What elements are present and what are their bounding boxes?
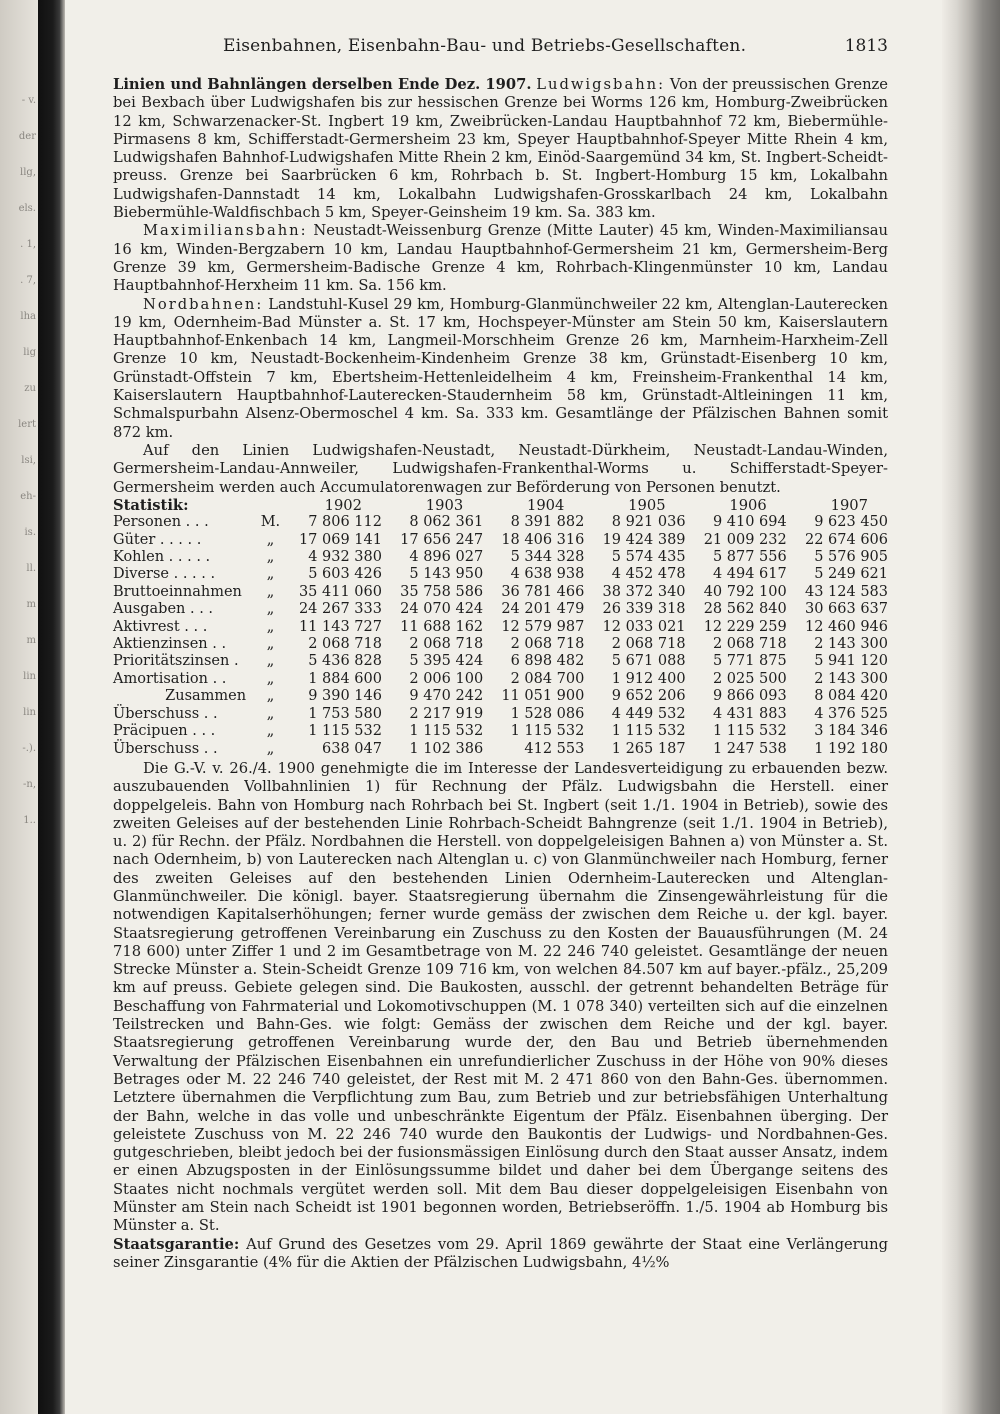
cell-value: 26 339 318 — [602, 601, 686, 618]
cell-value: 9 410 694 — [712, 514, 787, 531]
maximiliansbahn-text: Neustadt-Weissenburg Grenze (Mitte Lauter) 45 km, Winden-Maximiliansau 16 km, Winden-Bergzabern 10 km, Landau Hauptbahnhof-Germersheim 21 km, Germersheim-Berg Grenze 39 km, Germersheim-Badische Grenze 4 km, Rohrbach-Klingenmünster 10 km, Landau Hauptbahnhof-Herxheim 11 km. Sa. 156 km. — [113, 222, 888, 295]
margin-bleed-fragment: llg, — [20, 167, 36, 178]
document-page — [113, 36, 888, 1272]
cell-value: 22 674 606 — [804, 531, 888, 548]
cell-value: 4 452 478 — [611, 566, 686, 583]
cell-value: 5 395 424 — [409, 653, 484, 670]
cell-value: 5 603 426 — [308, 566, 382, 583]
currency-symbol: „ — [266, 618, 275, 635]
cell-value: 7 806 112 — [308, 514, 382, 531]
row-label: Überschuss . . — [113, 740, 218, 757]
currency-symbol: „ — [266, 636, 275, 653]
cell-value: 2 068 718 — [712, 636, 787, 653]
margin-bleed-fragment: eh- — [20, 491, 36, 502]
intro-maximiliansbahn — [113, 222, 888, 295]
cell-value: 5 877 556 — [712, 549, 787, 566]
cell-value: 8 391 882 — [510, 514, 585, 531]
margin-bleed-fragment: lig — [23, 347, 36, 358]
cell-value: 1 247 538 — [712, 740, 787, 757]
row-label: Zusammen — [165, 688, 247, 705]
margin-bleed-fragment: ll. — [26, 563, 36, 574]
cell-value: 9 470 242 — [409, 688, 484, 705]
cell-value: 2 143 300 — [814, 636, 888, 653]
cell-value: 24 267 333 — [298, 601, 382, 618]
cell-value: 1 753 580 — [308, 705, 382, 722]
cell-value: 412 553 — [524, 740, 585, 757]
cell-value: 8 062 361 — [409, 514, 484, 531]
statistics-row — [113, 566, 888, 583]
cell-value: 4 932 380 — [308, 549, 382, 566]
statistics-row — [113, 601, 888, 618]
nordbahnen-text: Landstuhl-Kusel 29 km, Homburg-Glanmünchweiler 22 km, Altenglan-Lauterecken 19 km, Odernheim-Bad Münster a. St. 17 km, Hochspeyer-Münster am Stein 50 km, Kaiserslautern Hauptbahnhof-Enkenbach 14 km, Langmeil-Morschheim Grenze 26 km, Marnheim-Harxheim-Zell Grenze 10 km, Neustadt-Bockenheim-Kindenheim Grenze 38 km, Grünstadt-Eisenberg 10 km, Grünstadt-Offstein 7 km, Ebertsheim-Hettenleidelheim 4 km, Freinsheim-Frankenthal 14 km, Kaiserslautern Hauptbahnhof-Lauterecken-Staudernheim 58 km, Grünstadt-Altleiningen 11 km, Schmalspurbahn Alsenz-Obermoschel 4 km. Sa. 333 km. Gesamtlänge der Pfälzischen Bahnen somit 872 km. — [113, 295, 888, 441]
cell-value: 1 115 532 — [409, 723, 484, 740]
cell-value: 19 424 389 — [602, 531, 686, 548]
cell-value: 5 671 088 — [611, 653, 686, 670]
cell-value: 2 143 300 — [814, 670, 888, 687]
intro-nordbahnen — [113, 296, 888, 442]
margin-bleed-fragment: lsi, — [21, 455, 36, 466]
running-head — [113, 36, 888, 62]
cell-value: 9 390 146 — [308, 688, 382, 705]
cell-value: 2 025 500 — [712, 670, 787, 687]
margin-bleed-fragment: . 7, — [20, 275, 36, 286]
margin-bleed-fragment: lin — [23, 707, 36, 718]
staatsgarantie-text: Auf Grund des Gesetzes vom 29. April 1869 gewährte der Staat eine Verlängerung seiner Zinsgarantie (4% für die Aktien der Pfälzischen Ludwigsbahn, 4½% — [113, 1235, 889, 1271]
header-spacer — [260, 497, 281, 514]
cell-value: 1 265 187 — [611, 740, 686, 757]
margin-bleed-fragment: zu — [24, 383, 36, 394]
cell-value: 5 143 950 — [409, 566, 484, 583]
cell-value: 43 124 583 — [804, 583, 888, 600]
cell-value: 5 941 120 — [814, 653, 888, 670]
row-label: Amortisation . . — [113, 670, 227, 687]
statistics-row — [113, 584, 888, 601]
cell-value: 12 460 946 — [804, 618, 888, 635]
statistics-row — [113, 671, 888, 688]
row-label: Kohlen . . . . . — [113, 549, 211, 566]
cell-value: 5 574 435 — [611, 549, 686, 566]
row-label: Präcipuen . . . — [113, 723, 216, 740]
currency-symbol: „ — [266, 583, 275, 600]
cell-value: 2 068 718 — [510, 636, 585, 653]
margin-bleed-fragment: 1.. — [23, 815, 36, 826]
cell-value: 8 084 420 — [814, 688, 888, 705]
row-label: Bruttoeinnahmen — [113, 583, 242, 600]
cell-value: 2 084 700 — [510, 670, 585, 687]
scan-right-edge — [942, 0, 1000, 1414]
year-header: 1903 — [425, 496, 464, 514]
margin-bleed-fragment: lha — [20, 311, 36, 322]
statistics-row — [113, 549, 888, 566]
cell-value: 18 406 316 — [501, 531, 585, 548]
margin-bleed-fragment: lert — [18, 419, 36, 430]
cell-value: 1 884 600 — [308, 670, 382, 687]
cell-value: 9 623 450 — [814, 514, 888, 531]
row-label: Ausgaben . . . — [113, 601, 214, 618]
cell-value: 2 068 718 — [611, 636, 686, 653]
body-staatsgarantie-paragraph — [113, 1236, 888, 1273]
cell-value: 4 431 883 — [712, 705, 787, 722]
cell-value: 5 771 875 — [712, 653, 787, 670]
cell-value: 11 051 900 — [501, 688, 585, 705]
row-label: Aktivrest . . . — [113, 618, 208, 635]
cell-value: 17 069 141 — [298, 531, 382, 548]
cell-value: 36 781 466 — [501, 583, 585, 600]
statistics-row — [113, 723, 888, 740]
statistics-header-row — [113, 497, 888, 514]
cell-value: 1 528 086 — [510, 705, 585, 722]
scan-binding-shadow — [38, 0, 65, 1414]
currency-symbol: „ — [266, 549, 275, 566]
ludwigsbahn-text: Von der preussischen Grenze bei Bexbach über Ludwigshafen bis zur hessischen Grenze bei Worms 126 km, Homburg-Zweibrücken 12 km, Schwarzenacker-St. Ingbert 19 km, Zweibrücken-Landau Hauptbahnhof 72 km, Biebermühle-Pirmasens 8 km, Schifferstadt-Germersheim 23 km, Speyer Hauptbahnhof-Speyer Mitte Rhein 4 km, Ludwigshafen Bahnhof-Ludwigshafen Mitte Rhein 2 km, Einöd-Saargemünd 34 km, St. Ingbert-Scheidt-preuss. Grenze bei Saarbrücken 6 km, Rohrbach b. St. Ingbert-Homburg 15 km, Lokalbahn Ludwigshafen-Dannstadt 14 km, Lokalbahn Ludwigshafen-Grosskarlbach 24 km, Lokalbahn Biebermühle-Waldfischbach 5 km, Speyer-Geinsheim 19 km. Sa. 383 km. — [113, 76, 888, 222]
cell-value: 35 411 060 — [298, 583, 382, 600]
cell-value: 24 070 424 — [400, 601, 484, 618]
row-label: Diverse . . . . . — [113, 566, 216, 583]
row-label: Aktienzinsen . . — [113, 636, 227, 653]
margin-bleed-fragment: -.). — [22, 743, 36, 754]
currency-symbol: „ — [266, 566, 275, 583]
cell-value: 1 115 532 — [611, 723, 686, 740]
cell-value: 9 652 206 — [611, 688, 686, 705]
nordbahnen-label: Nordbahnen: — [143, 295, 264, 313]
cell-value: 1 115 532 — [308, 723, 382, 740]
cell-value: 12 229 259 — [703, 618, 787, 635]
margin-bleed-fragment: els. — [18, 203, 36, 214]
cell-value: 4 376 525 — [814, 705, 888, 722]
cell-value: 2 068 718 — [409, 636, 484, 653]
year-header: 1906 — [729, 496, 767, 514]
statistics-row — [113, 741, 888, 758]
cell-value: 38 372 340 — [602, 583, 686, 600]
currency-symbol: „ — [266, 705, 275, 722]
cell-value: 4 638 938 — [510, 566, 585, 583]
currency-symbol: „ — [266, 653, 275, 670]
cell-value: 5 249 621 — [814, 566, 888, 583]
currency-symbol: „ — [266, 723, 275, 740]
staatsgarantie-label: Staatsgarantie: — [113, 1235, 240, 1253]
currency-symbol: „ — [266, 688, 275, 705]
body-gv-paragraph: Die G.-V. v. 26./4. 1900 genehmigte die im Interesse der Landesverteidigung zu erbauenden bezw. auszubauenden Vollbahnlinien 1) für Rechnung der Pfälz. Ludwigsbahn die Herstell. einer doppelgeleis. Bahn von Homburg nach Rohrbach bei St. Ingbert (seit 1./1. 1904 in Betrieb), sowie des zweiten Geleises auf der bestehenden Linie Rohrbach-Scheidt Bahngrenze (seit 1./1. 1904 in Betrieb), u. 2) für Rechn. der Pfälz. Nordbahnen die Herstell. von doppelgeleisigen Bahnen a) von Münster a. St. nach Odernheim, b) von Lauterecken nach Altenglan u. c) von Glanmünchweiler nach Homburg, ferner des zweiten Geleises auf den bestehenden Linien Odernheim-Lauterecken und Altenglan-Glanmünchweiler. Die königl. bayer. Staatsregierung übernahm die Zinsengewährleistung für die notwendigen Kapitalserhöhungen; ferner wurde gemäss der zwischen dem Reiche u. der kgl. bayer. Staatsregierung getroffenen Vereinbarung ein Zuschuss zu den Kosten der Bauausführungen (M. 24 718 600) unter Ziffer 1 und 2 im Gesamtbetrage von M. 22 246 740 geleistet. Gesamtlänge der neuen Strecke Münster a. Stein-Scheidt Grenze 109 716 km, von welchen 84.507 km auf bayer.-pfälz., 25,209 km auf preuss. Gebiete gelegen sind. Die Baukosten, ausschl. der getrennt behandelten Beträge für Beschaffung von Fahrmaterial und Lokomotivschuppen (M. 1 078 340) verteilten sich auf die einzelnen Teilstrecken und Bahn-Ges. wie folgt: Gemäss der zwischen dem Reiche und der kgl. bayer. Staatsregierung getroffenen Vereinbarung wurde der, den Bau und Betrieb übernehmenden Verwaltung der Pfälzischen Eisenbahnen ein unrefundierlicher Zuschuss in der Höhe von 90% dieses Betrages oder M. 22 246 740 geleistet, der Rest mit M. 2 471 860 von den Bahn-Ges. übernommen. Letztere übernahmen die Verpflichtung zum Bau, zum Betrieb und zur betriebsfähigen Unterhaltung der Bahn, welche in das volle und unbeschränkte Eigentum der Pfälz. Eisenbahnen überging. Der geleistete Zuschuss von M. 22 246 740 wurde den Baukontis der Ludwigs- und Nordbahnen-Ges. gutgeschrieben, bleibt jedoch bei der fusionsmässigen Einlösung durch den Staat ausser Ansatz, indem er einen Abzugsposten in der Einlösungssumme bildet und daher bei dem Übergange seitens des Staates nicht nochmals vergütet werden soll. Mit dem Bau dieser doppelgeleisigen Eisenbahn von Münster am Stein nach Scheidt ist 1901 begonnen worden, Betriebseröffn. 1./5. 1904 ab Homburg bis Münster a. St. — [113, 759, 888, 1235]
margin-bleed-fragment: - v. — [21, 95, 36, 106]
page-number: 1813 — [844, 36, 888, 56]
statistics-row — [113, 619, 888, 636]
cell-value: 30 663 637 — [804, 601, 888, 618]
row-label: Überschuss . . — [113, 705, 218, 722]
statistics-row — [113, 688, 888, 705]
currency-symbol: „ — [266, 740, 275, 757]
margin-bleed-fragment: -n, — [23, 779, 36, 790]
cell-value: 5 344 328 — [510, 549, 585, 566]
cell-value: 1 115 532 — [712, 723, 787, 740]
cell-value: 2 006 100 — [409, 670, 484, 687]
cell-value: 5 436 828 — [308, 653, 382, 670]
intro-accumulatorenwagen: Auf den Linien Ludwigshafen-Neustadt, Neustadt-Dürkheim, Neustadt-Landau-Winden, Germersheim-Landau-Annweiler, Ludwigshafen-Frankenthal-Worms u. Schifferstadt-Speyer-Germersheim werden auch Accumulatorenwagen zur Beförderung von Personen benutzt. — [113, 441, 888, 496]
cell-value: 9 866 093 — [712, 688, 787, 705]
year-header: 1907 — [830, 496, 868, 514]
statistics-row — [113, 636, 888, 653]
row-label: Personen . . . — [113, 514, 209, 531]
margin-bleed-fragment: . 1, — [20, 239, 36, 250]
cell-value: 21 009 232 — [703, 531, 787, 548]
currency-symbol: „ — [266, 670, 275, 687]
statistics-row — [113, 532, 888, 549]
statistics-label: Statistik: — [113, 496, 189, 514]
cell-value: 5 576 905 — [814, 549, 888, 566]
statistics-table — [113, 497, 888, 758]
row-label: Güter . . . . . — [113, 531, 202, 548]
cell-value: 12 579 987 — [501, 618, 585, 635]
intro-ludwigsbahn — [113, 76, 888, 222]
margin-bleed-fragment: der — [18, 131, 36, 142]
cell-value: 17 656 247 — [400, 531, 484, 548]
cell-value: 4 449 532 — [611, 705, 686, 722]
currency-symbol: M. — [260, 514, 281, 531]
cell-value: 2 217 919 — [409, 705, 484, 722]
cell-value: 2 068 718 — [308, 636, 382, 653]
cell-value: 1 102 386 — [409, 740, 484, 757]
cell-value: 11 688 162 — [400, 618, 484, 635]
currency-symbol: „ — [266, 601, 275, 618]
ludwigsbahn-label: Ludwigsbahn: — [536, 76, 666, 93]
year-header: 1904 — [526, 496, 565, 514]
cell-value: 11 143 727 — [298, 618, 382, 635]
cell-value: 1 192 180 — [814, 740, 888, 757]
cell-value: 4 896 027 — [409, 549, 484, 566]
cell-value: 28 562 840 — [703, 601, 787, 618]
cell-value: 35 758 586 — [400, 583, 484, 600]
cell-value: 1 115 532 — [510, 723, 585, 740]
maximiliansbahn-label: Maximiliansbahn: — [143, 222, 308, 240]
section-heading-linien: Linien und Bahnlängen derselben Ende Dez. 1907. — [113, 76, 532, 93]
cell-value: 1 912 400 — [611, 670, 686, 687]
running-head-title: Eisenbahnen, Eisenbahn-Bau- und Betriebs-Gesellschaften. — [223, 36, 747, 56]
cell-value: 6 898 482 — [510, 653, 585, 670]
statistics-row — [113, 706, 888, 723]
cell-value: 8 921 036 — [611, 514, 686, 531]
margin-bleed-fragment: m — [26, 635, 36, 646]
row-label: Prioritätszinsen . — [113, 653, 239, 670]
cell-value: 12 033 021 — [602, 618, 686, 635]
statistics-row — [113, 653, 888, 670]
statistics-row — [113, 514, 888, 531]
margin-bleed-fragment: lin — [23, 671, 36, 682]
cell-value: 4 494 617 — [712, 566, 787, 583]
cell-value: 3 184 346 — [814, 723, 888, 740]
margin-bleed-fragment: is. — [24, 527, 36, 538]
cell-value: 40 792 100 — [703, 583, 787, 600]
margin-bleed-fragment: m — [26, 599, 36, 610]
year-header: 1902 — [324, 496, 362, 514]
year-header: 1905 — [628, 496, 666, 514]
cell-value: 638 047 — [322, 740, 382, 757]
currency-symbol: „ — [266, 531, 275, 548]
cell-value: 24 201 479 — [501, 601, 585, 618]
